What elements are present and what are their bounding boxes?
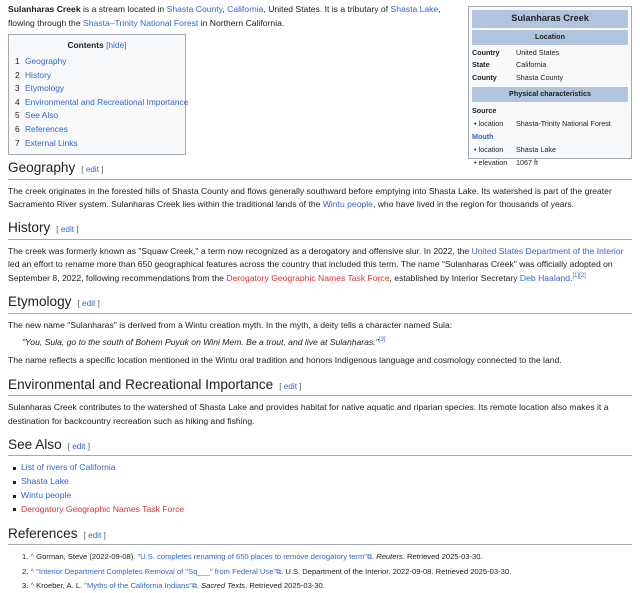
section-see-also [8,436,632,517]
toc-number: 2 [15,69,20,80]
section-geography [8,159,632,211]
toc-link[interactable]: References [25,123,68,134]
ref-text: Gorman, Steve (2022-09-08). [34,552,138,562]
infobox-value: 1067 ft [516,157,538,167]
list-item [13,489,632,503]
link-shasta-lake[interactable]: Shasta Lake [390,4,439,14]
infobox-key: • location [474,118,504,128]
ref-backlink[interactable]: ^ [30,552,35,562]
see-also-list [8,461,632,516]
article-content [8,159,632,593]
section-environment [8,376,632,428]
list-item [13,503,632,517]
toc-number: 4 [15,96,20,107]
link-task-force-see-also[interactable]: Derogatory Geographic Names Task Force [21,503,185,514]
list-item [13,461,632,475]
heading-history [8,219,632,240]
edit-link[interactable]: edit [85,165,100,174]
infobox-physical-header: Physical characteristics [472,87,628,102]
ref-number: 1. [22,552,29,562]
intro-text: , flowing through the [8,4,441,28]
references-list [8,550,632,593]
infobox-value: Shasta Lake [516,145,556,155]
infobox-row-state [472,59,628,72]
intro-paragraph [8,3,463,31]
section-history [8,219,632,285]
toc-item-etymology[interactable] [15,82,179,96]
ref-number: 2. [22,566,29,576]
infobox-title: Sulanharas Creek [472,10,628,28]
heading-references [8,525,632,546]
edit-section: [ edit ] [83,530,106,540]
infobox-key: • location [474,145,504,155]
geography-paragraph [8,185,632,212]
paragraph-text: . [570,272,573,283]
ref-text: . U.S. Department of the Interior. 2022-09-08. Retrieved 2025-03-30. [281,566,512,576]
toc-item-see-also[interactable] [15,109,179,123]
link-california[interactable]: California [227,4,264,14]
toc-hide-toggle[interactable]: [hide] [106,40,127,50]
infobox-key: County [472,73,497,83]
ref-publisher: Sacred Texts [201,580,246,590]
infobox-value: United States [516,47,560,57]
quote-text: "You, Sula, go to the south of Bohem Puyuk on Wini Mem. Be a trout, and live at Sulanharas." [22,336,379,347]
link-wintu-people[interactable]: Wintu people [322,198,373,209]
toc-title [15,39,179,52]
toc-link[interactable]: Geography [25,56,67,67]
external-link-icon: ⧉ [276,568,282,576]
toc-item-external-links[interactable] [15,137,179,151]
link-shasta-lake-see-also[interactable]: Shasta Lake [21,476,69,487]
heading-geography [8,159,632,180]
toc-number: 1 [15,56,20,67]
paragraph-text: , established by Interior Secretary [389,272,520,283]
toc-number: 5 [15,110,20,121]
toc-link[interactable]: External Links [25,137,78,148]
paragraph-text: led an effort to rename more than 650 geographical features across the country that included this term. The name "Sulanharas Creek" was officially adopted on September 8, 2022, following recommendations from the [8,259,613,283]
edit-link[interactable]: edit [283,381,297,391]
toc-item-environment[interactable] [15,96,189,110]
infobox-key: State [472,60,490,70]
table-of-contents [8,34,189,155]
link-task-force[interactable]: Derogatory Geographic Names Task Force [226,272,390,283]
heading-etymology [8,293,632,314]
toc-link[interactable]: History [25,69,52,80]
infobox-mouth-link[interactable]: Mouth [472,132,494,142]
edit-link[interactable]: edit [72,441,86,451]
toc-number: 3 [15,83,20,94]
ref-publisher: Reuters [376,552,403,562]
infobox-row-mouth-location [472,144,628,157]
ref-text: . Retrieved 2025-03-30. [402,552,483,562]
heading-see-also [8,436,632,457]
link-national-forest[interactable]: Shasta–Trinity National Forest [83,17,199,28]
ref-link-myths[interactable]: "Myths of the California Indians" [84,580,192,590]
link-department-interior[interactable]: United States Department of the Interior [471,245,624,256]
heading-environment [8,376,632,397]
heading-text: History [8,220,51,236]
edit-section: [ edit ] [77,298,100,308]
etymology-paragraph-2: The name reflects a specific location mentioned in the Wintu oral tradition and honors Indigenous language and cosmology connected to the land. [8,355,562,366]
toc-number: 7 [15,137,20,148]
reference-item [22,550,632,564]
paragraph-text: The creek originates in the forested hills of Shasta County and flows generally southward before emptying into Shasta Lake. Its watershed is part of the greater Sacramento River system. Sulanharas Creek lies within the traditional lands of the [8,185,612,209]
external-link-icon: ⧉ [191,582,197,590]
citation-1-2[interactable]: [1][2] [572,272,586,279]
infobox-row-country [472,47,628,60]
heading-text: Etymology [8,293,72,309]
edit-section: [ edit ] [81,165,104,174]
toc-item-references[interactable] [15,123,179,137]
edit-section: [ edit ] [56,225,79,235]
ref-text: . Retrieved 2025-03-30. [245,580,325,590]
paragraph-text: The creek was formerly known as "Squaw Creek," a term now recognized as a derogatory and offensive slur. In 2022, the [8,245,472,256]
intro-text: is a stream located in [80,4,167,14]
edit-section: [ edit ] [67,441,90,451]
infobox-location-header: Location [472,30,628,45]
heading-text: See Also [8,436,62,452]
ref-text: . [196,580,202,590]
ref-number: 3. [22,580,29,590]
paragraph-text: , who have lived in the region for thousands of years. [372,198,575,209]
ref-text: . [371,552,377,562]
intro-text: in Northern California. [198,17,285,28]
ref-text: Kroeber, A. L. [34,580,85,590]
link-shasta-county[interactable]: Shasta County [166,4,223,14]
etymology-paragraph-1: The new name "Sulanharas" is derived from a Wintu creation myth. In the myth, a deity tells a character named Sula: [8,319,453,330]
infobox-value: Shasta-Trinity National Forest [516,118,611,128]
toc-link[interactable]: Etymology [25,83,65,94]
environment-paragraph: Sulanharas Creek contributes to the watershed of Shasta Lake and provides habitat for native aquatic and riparian species. Its remote location also makes it a destination for backcountry recreation such as hiking and fishing. [8,402,609,426]
infobox-source-label: Source [472,105,497,115]
link-wintu-see-also[interactable]: Wintu people [21,490,72,501]
etymology-quote [22,336,632,349]
list-item [13,475,632,489]
infobox-row-source-location [472,118,628,131]
history-paragraph [8,245,632,285]
infobox-key: Country [472,47,500,57]
heading-text: Geography [8,160,76,175]
ref-link-reuters[interactable]: "U.S. completes renaming of 650 places to remove derogatory term" [137,552,367,562]
infobox-value: California [516,60,547,70]
edit-section: [ edit ] [279,381,302,391]
toc-list [15,55,189,150]
infobox-row-county [472,72,628,85]
heading-text: References [8,525,78,541]
reference-item [22,579,632,593]
toc-link[interactable]: See Also [25,110,59,121]
edit-link[interactable]: edit [60,225,75,235]
reference-item [22,565,632,579]
infobox [468,6,632,167]
heading-text: Environmental and Recreational Importance [8,376,274,392]
link-list-of-rivers[interactable]: List of rivers of California [21,462,116,473]
article-subject: Sulanharas Creek [8,4,81,14]
edit-link[interactable]: edit [82,298,96,308]
citation-3[interactable]: [3] [378,337,386,344]
toc-item-geography[interactable] [15,55,179,69]
intro-text: , [222,4,228,14]
toc-number: 6 [15,123,20,134]
infobox-key: • elevation [474,157,508,167]
ref-link-interior[interactable]: "Interior Department Completes Removal of "Sq___" from Federal Use" [36,566,277,576]
infobox-value: Shasta County [516,73,564,83]
external-link-icon: ⧉ [366,554,372,562]
ref-backlink[interactable]: ^ [30,566,35,576]
link-deb-haaland[interactable]: Deb Haaland [519,272,571,283]
toc-heading: Contents [67,40,104,50]
intro-text: , United States. It is a tributary of [263,4,391,14]
section-etymology [8,293,632,368]
toc-link[interactable]: Environmental and Recreational Importance [25,96,189,107]
edit-link[interactable]: edit [88,530,102,540]
section-references [8,525,632,593]
ref-backlink[interactable]: ^ [30,580,35,590]
toc-item-history[interactable] [15,69,179,83]
